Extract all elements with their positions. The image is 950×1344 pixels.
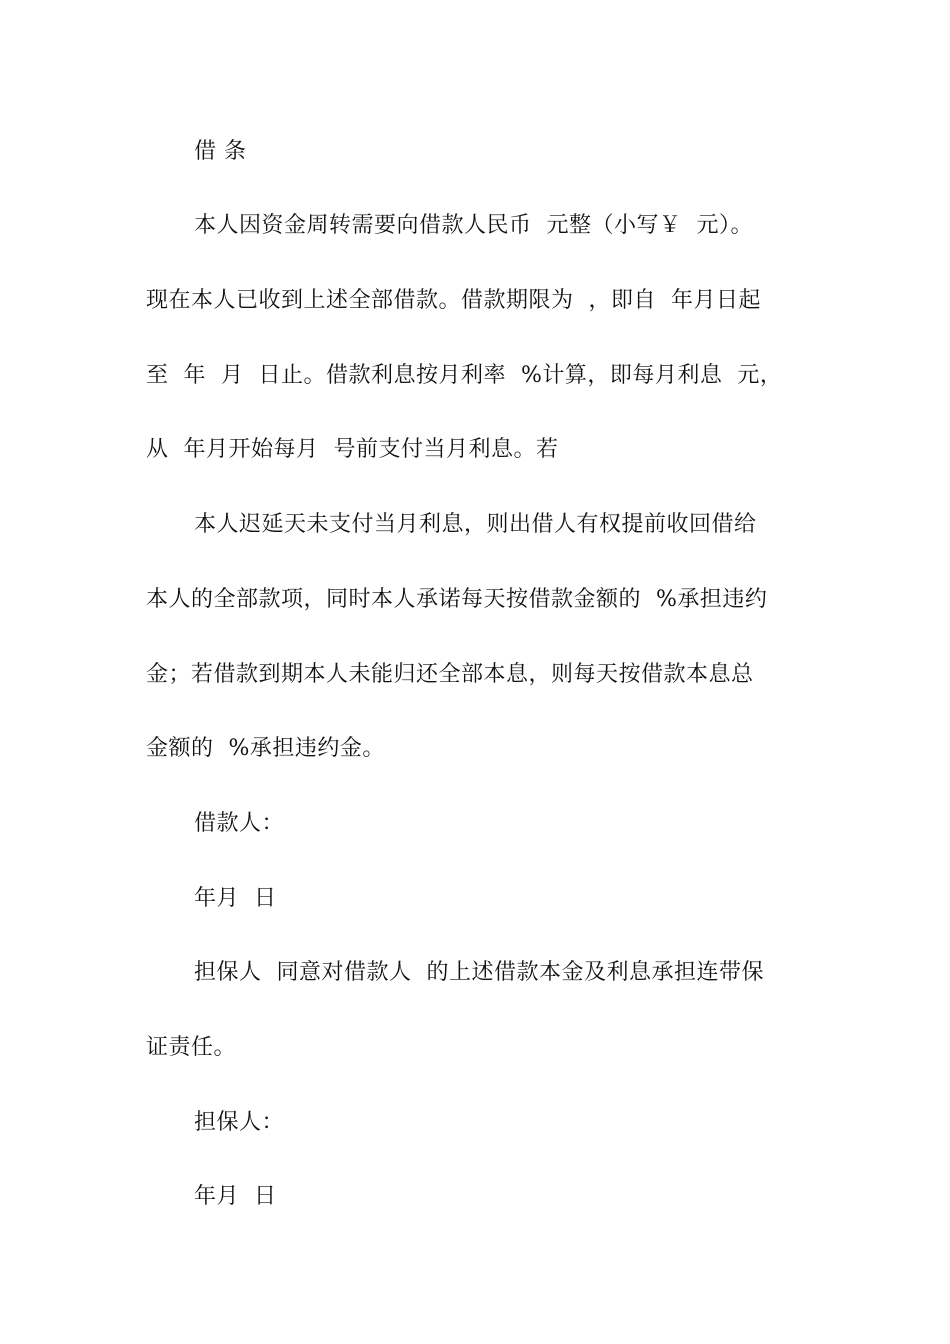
paragraph-2-line-3: 金；若借款到期本人未能归还全部本息，则每天按借款本息总 — [146, 662, 754, 687]
paragraph-2-line-2: 本人的全部款项，同时本人承诺每天按借款金额的 %承担违约 — [146, 587, 768, 612]
guarantee-line-1: 担保人 同意对借款人 的上述借款本金及利息承担连带保 — [194, 960, 764, 985]
borrower-label: 借款人： — [194, 811, 285, 836]
document-title: 借 条 — [194, 139, 247, 164]
guarantor-date: 年月 日 — [194, 1184, 277, 1209]
paragraph-1-line-2: 现在本人已收到上述全部借款。借款期限为 ，即自 年月日起 — [146, 288, 761, 313]
guarantor-label: 担保人： — [194, 1110, 285, 1135]
paragraph-1-line-1: 本人因资金周转需要向借款人民币 元整（小写￥ 元）。 — [194, 213, 753, 238]
guarantee-line-2: 证责任。 — [146, 1035, 237, 1060]
borrower-date: 年月 日 — [194, 886, 277, 911]
paragraph-2-line-1: 本人迟延天未支付当月利息，则出借人有权提前收回借给 — [194, 512, 757, 537]
paragraph-1-line-3: 至 年 月 日止。借款利息按月利率 %计算，即每月利息 元， — [146, 363, 783, 388]
paragraph-1-line-4: 从 年月开始每月 号前支付当月利息。若 — [146, 437, 559, 462]
paragraph-2-line-4: 金额的 %承担违约金。 — [146, 736, 385, 761]
